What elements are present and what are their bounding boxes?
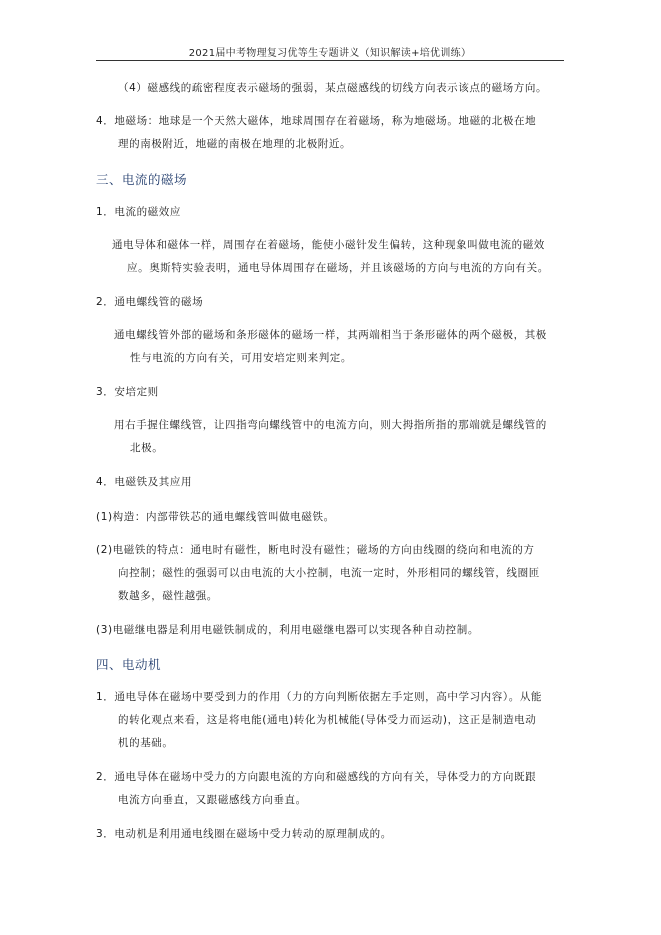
section-3-item-4-sub-2-line-1: (2)电磁铁的特点：通电时有磁性，断电时没有磁性；磁场的方向由线圈的绕向和电流的方	[96, 544, 535, 556]
section-3-item-3-line-1: 用右手握住螺线管，让四指弯向螺线管中的电流方向，则大拇指所指的那端就是螺线管的	[114, 419, 547, 431]
magnetic-lines-item-4: （4）磁感线的疏密程度表示磁场的强弱，某点磁感线的切线方向表示该点的磁场方向。	[118, 82, 548, 94]
section-3-item-4-sub-2-line-2: 向控制；磁性的强弱可以由电流的大小控制，电流一定时，外形相同的螺线管，线圈匝	[118, 567, 540, 579]
section-4-item-1-line-1: 1．通电导体在磁场中要受到力的作用（力的方向判断依据左手定则，高中学习内容）。从能	[96, 691, 543, 703]
section-4-item-2-line-1: 2．通电导体在磁场中受力的方向跟电流的方向和磁感线的方向有关，导体受力的方向既跟	[96, 771, 537, 783]
geomagnetic-field-line-2: 理的南极附近，地磁的南极在地理的北极附近。	[118, 138, 352, 150]
section-4-item-1-line-3: 机的基础。	[118, 737, 174, 749]
section-3-item-3-line-2: 北极。	[130, 442, 164, 454]
section-3-item-1-line-2: 应。奥斯特实验表明，通电导体周围存在磁场，并且该磁场的方向与电流的方向有关。	[127, 262, 549, 274]
section-3-item-4-sub-1: (1)构造：内部带铁芯的通电螺线管叫做电磁铁。	[96, 511, 335, 523]
header-divider	[96, 60, 564, 61]
section-3-item-3-title: 3．安培定则	[96, 386, 159, 398]
section-3-item-4-sub-3: (3)电磁继电器是利用电磁铁制成的，利用电磁继电器可以实现各种自动控制。	[96, 624, 479, 636]
section-3-item-1-line-1: 通电导体和磁体一样，周围存在着磁场，能使小磁针发生偏转，这种现象叫做电流的磁效	[112, 239, 545, 251]
section-3-item-4-sub-2-line-3: 数越多，磁性越强。	[118, 590, 218, 602]
section-4-item-3: 3．电动机是利用通电线圈在磁场中受力转动的原理制成的。	[96, 828, 392, 840]
section-3-title: 三、电流的磁场	[96, 172, 188, 187]
section-3-item-2-title: 2．通电螺线管的磁场	[96, 296, 204, 308]
section-4-item-1-line-2: 的转化观点来看，这是将电能(通电)转化为机械能(导体受力而运动)，这正是制造电动	[118, 714, 537, 726]
page-header: 2021届中考物理复习优等生专题讲义（知识解读+培优训练）	[188, 48, 472, 59]
section-3-item-2-line-2: 性与电流的方向有关，可用安培定则来判定。	[130, 352, 352, 364]
section-4-item-2-line-2: 电流方向垂直，又跟磁感线方向垂直。	[118, 794, 307, 806]
geomagnetic-field-line-1: 4．地磁场：地球是一个天然大磁体，地球周围存在着磁场，称为地磁场。地磁的北极在地	[96, 115, 537, 127]
section-3-item-4-title: 4．电磁铁及其应用	[96, 476, 193, 488]
section-4-title: 四、电动机	[96, 657, 162, 672]
section-3-item-2-line-1: 通电螺线管外部的磁场和条形磁体的磁场一样，其两端相当于条形磁体的两个磁极，其极	[114, 329, 547, 341]
section-3-item-1-title: 1．电流的磁效应	[96, 206, 181, 218]
